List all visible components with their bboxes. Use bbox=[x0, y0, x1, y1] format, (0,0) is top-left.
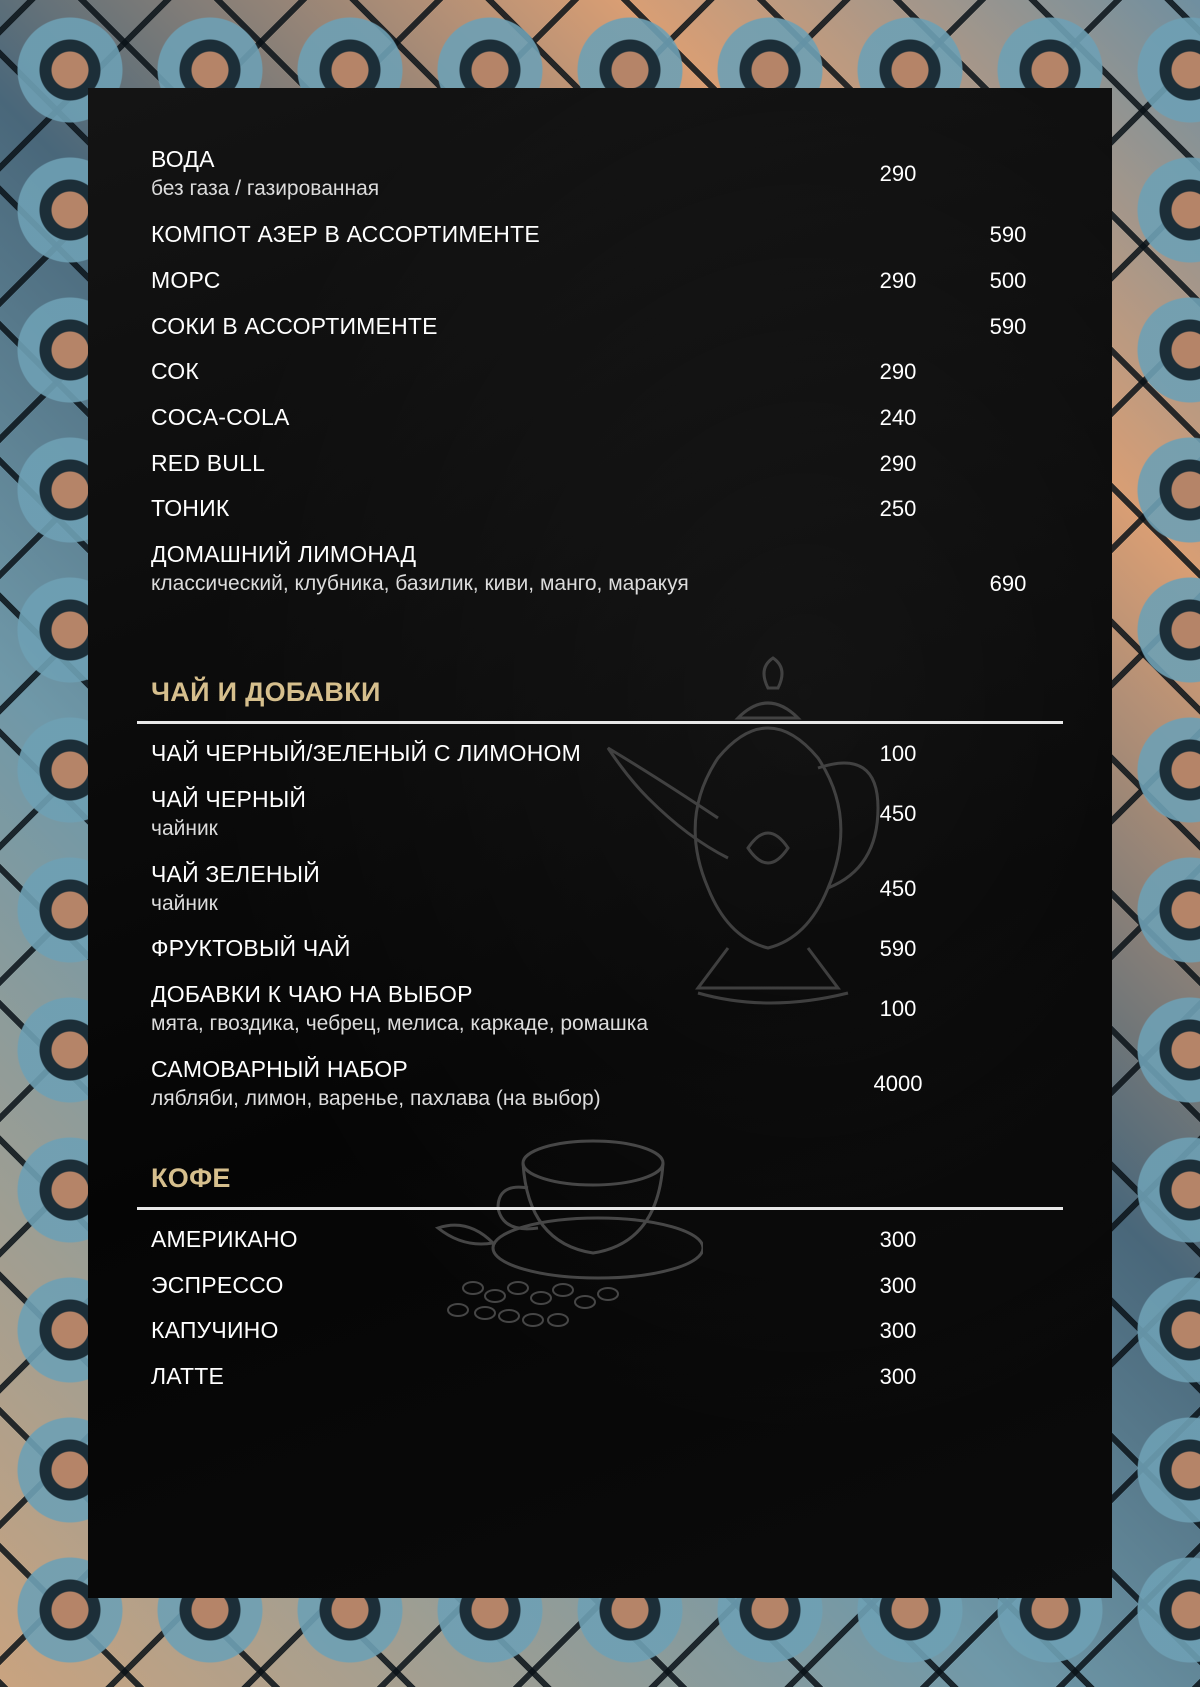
item-name: ДОМАШНИЙ ЛИМОНАД bbox=[151, 541, 417, 567]
item-price: 250 bbox=[879, 496, 917, 521]
item-price-large: 590 bbox=[989, 314, 1027, 339]
item-name: ФРУКТОВЫЙ ЧАЙ bbox=[151, 935, 351, 961]
item-price: 4000 bbox=[873, 1071, 923, 1096]
item-price: 290 bbox=[879, 451, 917, 476]
item-description: без газа / газированная bbox=[151, 177, 380, 200]
item-price: 100 bbox=[879, 996, 917, 1021]
item-description: мята, гвоздика, чебрец, мелиса, каркаде, ромашка bbox=[151, 1012, 649, 1035]
item-name: КАПУЧИНО bbox=[151, 1317, 279, 1343]
item-price-large: 500 bbox=[989, 268, 1027, 293]
item-name: ЭСПРЕССО bbox=[151, 1272, 284, 1298]
item-name: ДОБАВКИ К ЧАЮ НА ВЫБОР bbox=[151, 981, 473, 1007]
item-name: СОК bbox=[151, 358, 199, 384]
section-divider bbox=[137, 721, 1063, 724]
item-name: КОМПОТ АЗЕР В АССОРТИМЕНТЕ bbox=[151, 221, 540, 247]
item-name: СОКИ В АССОРТИМЕНТЕ bbox=[151, 313, 438, 339]
section-divider bbox=[137, 1207, 1063, 1210]
item-price: 240 bbox=[879, 405, 917, 430]
item-description: классический, клубника, базилик, киви, манго, маракуя bbox=[151, 572, 689, 595]
item-price: 450 bbox=[879, 876, 917, 901]
item-name: АМЕРИКАНО bbox=[151, 1226, 298, 1252]
item-description: лябляби, лимон, варенье, пахлава (на выбор) bbox=[151, 1087, 601, 1110]
item-name: САМОВАРНЫЙ НАБОР bbox=[151, 1056, 408, 1082]
item-name: МОРС bbox=[151, 267, 221, 293]
menu-panel bbox=[88, 88, 1112, 1598]
section-title-tea: ЧАЙ И ДОБАВКИ bbox=[151, 677, 381, 707]
item-price: 290 bbox=[879, 161, 917, 186]
item-price: 300 bbox=[879, 1273, 917, 1298]
item-price: 300 bbox=[879, 1318, 917, 1343]
item-price: 450 bbox=[879, 801, 917, 826]
item-description: чайник bbox=[151, 817, 218, 840]
item-name: ЛАТТЕ bbox=[151, 1363, 225, 1389]
item-price: 300 bbox=[879, 1227, 917, 1252]
item-name: ЧАЙ ЗЕЛЕНЫЙ bbox=[151, 861, 320, 887]
item-name: COCA-COLA bbox=[151, 404, 290, 430]
item-price-large: 690 bbox=[989, 571, 1027, 596]
item-name: ТОНИК bbox=[151, 495, 230, 521]
item-name: ЧАЙ ЧЕРНЫЙ/ЗЕЛЕНЫЙ С ЛИМОНОМ bbox=[151, 740, 581, 766]
item-name: ЧАЙ ЧЕРНЫЙ bbox=[151, 786, 307, 812]
item-price: 290 bbox=[879, 359, 917, 384]
item-name: ВОДА bbox=[151, 146, 215, 172]
coffee-cup-illustration bbox=[433, 1128, 703, 1358]
item-price: 300 bbox=[879, 1364, 917, 1389]
teapot-illustration bbox=[578, 648, 958, 1028]
section-title-coffee: КОФЕ bbox=[151, 1163, 231, 1193]
item-price-large: 590 bbox=[989, 222, 1027, 247]
item-price: 290 bbox=[879, 268, 917, 293]
item-description: чайник bbox=[151, 892, 218, 915]
item-name: RED BULL bbox=[151, 450, 266, 476]
item-price: 100 bbox=[879, 741, 917, 766]
item-price: 590 bbox=[879, 936, 917, 961]
